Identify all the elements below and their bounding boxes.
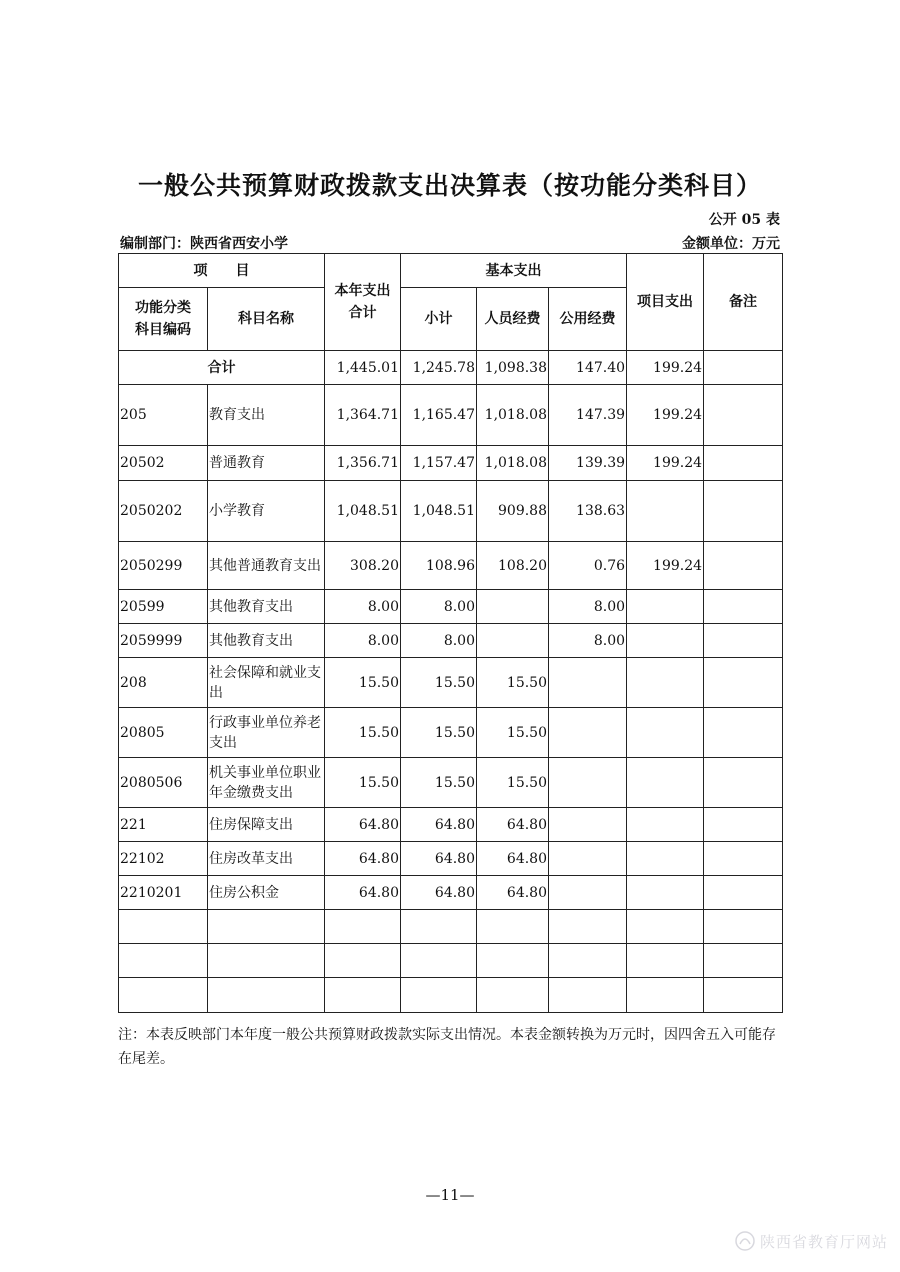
table-row <box>119 624 783 658</box>
watermark-text: 陕西省教育厅网站 <box>759 1232 888 1251</box>
row-personnel: 15.50 <box>477 708 549 758</box>
header-basic: 基本支出 <box>401 254 627 288</box>
row-subtotal: 108.96 <box>401 542 477 590</box>
row-subject-name: 其他教育支出 <box>208 590 325 624</box>
row-subject-name <box>208 978 325 1013</box>
row-project <box>627 708 704 758</box>
total-label: 合计 <box>119 351 325 385</box>
row-subject-name: 住房公积金 <box>208 876 325 910</box>
row-personnel: 1,018.08 <box>477 446 549 481</box>
row-year-total: 1,364.71 <box>325 385 401 446</box>
header-subject-name: 科目名称 <box>208 288 325 351</box>
row-remarks <box>704 542 783 590</box>
row-code <box>119 978 208 1013</box>
row-code: 20599 <box>119 590 208 624</box>
table-row <box>119 446 783 481</box>
row-project <box>627 808 704 842</box>
row-subject-name <box>208 910 325 944</box>
row-subtotal: 1,165.47 <box>401 385 477 446</box>
row-remarks <box>704 944 783 978</box>
row-project: 199.24 <box>627 385 704 446</box>
row-remarks <box>704 708 783 758</box>
row-project <box>627 624 704 658</box>
header-subtotal: 小计 <box>401 288 477 351</box>
table-row <box>119 708 783 758</box>
row-public <box>549 876 627 910</box>
row-subtotal: 64.80 <box>401 876 477 910</box>
row-personnel <box>477 944 549 978</box>
row-remarks <box>704 978 783 1013</box>
row-personnel <box>477 624 549 658</box>
row-project <box>627 978 704 1013</box>
row-subject-name: 社会保障和就业支出 <box>208 658 325 708</box>
row-year-total: 8.00 <box>325 590 401 624</box>
row-public <box>549 910 627 944</box>
row-year-total: 64.80 <box>325 842 401 876</box>
header-code: 功能分类 科目编码 <box>119 288 208 351</box>
table-row <box>119 910 783 944</box>
table-row <box>119 944 783 978</box>
row-subtotal: 1,048.51 <box>401 481 477 542</box>
row-remarks <box>704 481 783 542</box>
row-personnel: 108.20 <box>477 542 549 590</box>
row-public <box>549 758 627 808</box>
header-public: 公用经费 <box>549 288 627 351</box>
header-item: 项 目 <box>119 254 325 288</box>
row-code: 20805 <box>119 708 208 758</box>
row-year-total: 15.50 <box>325 708 401 758</box>
row-personnel: 64.80 <box>477 876 549 910</box>
row-subtotal: 15.50 <box>401 658 477 708</box>
row-code: 20502 <box>119 446 208 481</box>
row-remarks <box>704 624 783 658</box>
row-subject-name: 其他教育支出 <box>208 624 325 658</box>
table-row <box>119 978 783 1013</box>
row-project <box>627 481 704 542</box>
row-year-total: 1,048.51 <box>325 481 401 542</box>
row-remarks <box>704 808 783 842</box>
page-number: —11— <box>425 1186 475 1204</box>
row-subject-name: 其他普通教育支出 <box>208 542 325 590</box>
total-row <box>119 351 783 385</box>
row-year-total: 8.00 <box>325 624 401 658</box>
header-year-total: 本年支出 合计 <box>325 254 401 351</box>
row-personnel <box>477 590 549 624</box>
row-public <box>549 944 627 978</box>
department-label: 编制部门：陕西省西安小学 <box>120 236 288 252</box>
table-row <box>119 876 783 910</box>
row-project <box>627 944 704 978</box>
row-subject-name: 住房保障支出 <box>208 808 325 842</box>
row-project: 199.24 <box>627 446 704 481</box>
row-code: 22102 <box>119 842 208 876</box>
row-year-total: 15.50 <box>325 758 401 808</box>
form-number: 公开 05 表 <box>708 212 780 228</box>
row-subtotal <box>401 944 477 978</box>
row-year-total: 1,356.71 <box>325 446 401 481</box>
row-personnel: 64.80 <box>477 808 549 842</box>
header-remarks: 备注 <box>704 254 783 351</box>
row-year-total: 15.50 <box>325 658 401 708</box>
total-year-total: 1,445.01 <box>325 351 401 385</box>
row-subtotal: 15.50 <box>401 708 477 758</box>
page-title: 一般公共预算财政拨款支出决算表（按功能分类科目） <box>137 171 762 200</box>
row-year-total <box>325 978 401 1013</box>
row-code: 2050299 <box>119 542 208 590</box>
row-subtotal <box>401 978 477 1013</box>
row-public <box>549 808 627 842</box>
table-row <box>119 842 783 876</box>
row-remarks <box>704 910 783 944</box>
expenditure-table <box>118 253 783 1013</box>
row-remarks <box>704 842 783 876</box>
row-code: 221 <box>119 808 208 842</box>
table-row <box>119 542 783 590</box>
row-subtotal: 64.80 <box>401 842 477 876</box>
table-row <box>119 590 783 624</box>
row-subject-name: 小学教育 <box>208 481 325 542</box>
row-public <box>549 978 627 1013</box>
row-project <box>627 590 704 624</box>
row-code: 2059999 <box>119 624 208 658</box>
total-remarks <box>704 351 783 385</box>
row-public: 0.76 <box>549 542 627 590</box>
total-public: 147.40 <box>549 351 627 385</box>
row-subject-name: 住房改革支出 <box>208 842 325 876</box>
row-subject-name <box>208 944 325 978</box>
table-row <box>119 385 783 446</box>
row-subtotal: 8.00 <box>401 590 477 624</box>
row-remarks <box>704 658 783 708</box>
row-project <box>627 658 704 708</box>
row-public: 138.63 <box>549 481 627 542</box>
table-note: 注：本表反映部门本年度一般公共预算财政拨款实际支出情况。本表金额转换为万元时，因四舍五入可能存在尾差。 <box>118 1027 776 1067</box>
row-year-total: 64.80 <box>325 876 401 910</box>
row-code <box>119 944 208 978</box>
row-subject-name: 行政事业单位养老支出 <box>208 708 325 758</box>
row-personnel: 15.50 <box>477 758 549 808</box>
row-personnel: 64.80 <box>477 842 549 876</box>
row-year-total <box>325 910 401 944</box>
table-row <box>119 758 783 808</box>
row-subject-name: 机关事业单位职业年金缴费支出 <box>208 758 325 808</box>
row-project <box>627 876 704 910</box>
row-year-total: 64.80 <box>325 808 401 842</box>
row-subject-name: 普通教育 <box>208 446 325 481</box>
row-personnel: 15.50 <box>477 658 549 708</box>
row-personnel <box>477 978 549 1013</box>
row-code: 205 <box>119 385 208 446</box>
row-public: 139.39 <box>549 446 627 481</box>
table-row <box>119 481 783 542</box>
watermark-logo-icon <box>734 1230 756 1252</box>
row-personnel: 909.88 <box>477 481 549 542</box>
row-code <box>119 910 208 944</box>
row-remarks <box>704 590 783 624</box>
row-year-total <box>325 944 401 978</box>
row-public <box>549 842 627 876</box>
row-project <box>627 758 704 808</box>
total-personnel: 1,098.38 <box>477 351 549 385</box>
watermark <box>734 1230 888 1252</box>
row-project <box>627 842 704 876</box>
row-year-total: 308.20 <box>325 542 401 590</box>
row-public: 8.00 <box>549 590 627 624</box>
row-remarks <box>704 446 783 481</box>
row-subtotal: 8.00 <box>401 624 477 658</box>
row-subtotal: 64.80 <box>401 808 477 842</box>
table-row <box>119 658 783 708</box>
row-personnel <box>477 910 549 944</box>
row-personnel: 1,018.08 <box>477 385 549 446</box>
total-project: 199.24 <box>627 351 704 385</box>
header-personnel: 人员经费 <box>477 288 549 351</box>
row-project <box>627 910 704 944</box>
row-public <box>549 708 627 758</box>
table-row <box>119 808 783 842</box>
row-public: 8.00 <box>549 624 627 658</box>
row-subtotal <box>401 910 477 944</box>
row-subject-name: 教育支出 <box>208 385 325 446</box>
row-remarks <box>704 758 783 808</box>
row-code: 2050202 <box>119 481 208 542</box>
row-public: 147.39 <box>549 385 627 446</box>
total-subtotal: 1,245.78 <box>401 351 477 385</box>
header-project: 项目支出 <box>627 254 704 351</box>
row-public <box>549 658 627 708</box>
row-remarks <box>704 876 783 910</box>
row-subtotal: 15.50 <box>401 758 477 808</box>
row-code: 208 <box>119 658 208 708</box>
row-subtotal: 1,157.47 <box>401 446 477 481</box>
row-remarks <box>704 385 783 446</box>
row-project: 199.24 <box>627 542 704 590</box>
row-code: 2080506 <box>119 758 208 808</box>
amount-unit-label: 金额单位：万元 <box>682 236 780 252</box>
row-code: 2210201 <box>119 876 208 910</box>
